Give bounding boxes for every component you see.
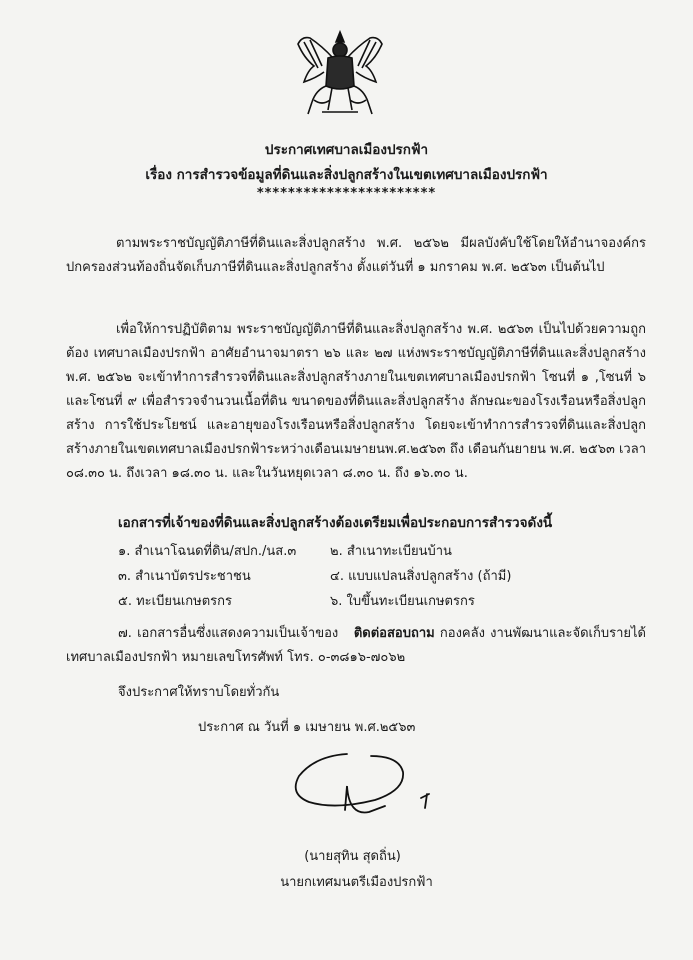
- paragraph-law-effective: [66, 232, 646, 280]
- document-item: ๑. สำเนาโฉนดที่ดิน/สปก./นส.๓: [118, 544, 297, 559]
- document-item: ๓. สำเนาบัตรประชาชน: [118, 569, 251, 584]
- separator-stars: ***********************: [256, 186, 437, 201]
- signature-mark: [285, 750, 455, 830]
- documents-heading: เอกสารที่เจ้าของที่ดินและสิ่งปลูกสร้างต้องเตรียมเพื่อประกอบการสำรวจดังนี้: [118, 515, 553, 531]
- paragraph-1-text: ตามพระราชบัญญัติภาษีที่ดินและสิ่งปลูกสร้าง พ.ศ. ๒๕๖๒ มีผลบังคับใช้โดยให้อำนาจองค์กรปกครองส่วนท้องถิ่นจัดเก็บภาษีที่ดินและสิ่งปลูกสร้าง ตั้งแต่วันที่ ๑ มกราคม พ.ศ. ๒๕๖๓ เป็นต้นไป: [66, 236, 646, 275]
- document-item: ๔. แบบแปลนสิ่งปลูกสร้าง (ถ้ามี): [330, 569, 512, 584]
- announcement-date: ประกาศ ณ วันที่ ๑ เมษายน พ.ศ.๒๕๖๓: [198, 720, 416, 735]
- documents-list: [118, 540, 538, 616]
- paragraph-survey-details: [66, 318, 646, 486]
- paragraph-contact: [66, 622, 646, 670]
- contact-label: ติดต่อสอบถาม: [353, 626, 435, 641]
- document-item: ๕. ทะเบียนเกษตรกร: [118, 594, 233, 609]
- document-item: ๖. ใบขึ้นทะเบียนเกษตรกร: [330, 594, 475, 609]
- paragraph-2-text: เพื่อให้การปฏิบัติตาม พระราชบัญญัติภาษีที่ดินและสิ่งปลูกสร้าง พ.ศ. ๒๕๖๓ เป็นไปด้วยความถูกต้อง เทศบาลเมืองปรกฟ้า อาศัยอำนาจมาตรา ๒๖ และ ๒๗ แห่งพระราชบัญญัติภาษีที่ดินและสิ่งปลูกสร้าง พ.ศ. ๒๕๖๒ จะเข้าทำการสำรวจที่ดินและสิ่งปลูกสร้างภายในเขตเทศบาลเมืองปรกฟ้า โซนที่ ๑ ,โซนที่ ๖ และโซนที่ ๙ เพื่อสำรวจจำนวนเนื้อที่ดิน ขนาดของที่ดินและสิ่งปลูกสร้าง ลักษณะของโรงเรือนหรือสิ่งปลูกสร้าง การใช้ประโยชน์ และอายุของโรงเรือนหรือสิ่งปลูกสร้าง โดยจะเข้าทำการสำรวจที่ดินและสิ่งปลูกสร้างภายในเขตเทศบาลเมืองปรกฟ้าระหว่างเดือนเมษายนพ.ศ.๒๕๖๓ ถึง เดือนกันยายน พ.ศ. ๒๕๖๓ เวลา ๐๘.๓๐ น. ถึงเวลา ๑๘.๓๐ น. และในวันหยุดเวลา ๘.๓๐ น. ถึง ๑๖.๓๐ น.: [66, 322, 646, 481]
- document-item: ๒. สำเนาทะเบียนบ้าน: [330, 544, 452, 559]
- signer-name: (นายสุทิน สุดถิ่น): [304, 849, 401, 864]
- document-item-7: ๗. เอกสารอื่นซึ่งแสดงความเป็นเจ้าของ: [118, 626, 339, 641]
- garuda-emblem-icon: [292, 28, 388, 120]
- contact-text: กองคลัง งานพัฒนาและจัดเก็บรายได้ เทศบาลเมืองปรกฟ้า หมายเลขโทรศัพท์ โทร. ๐-๓๘๑๖-๗๐๖๒: [66, 626, 646, 665]
- announcement-subject: เรื่อง การสำรวจข้อมูลที่ดินและสิ่งปลูกสร้างในเขตเทศบาลเมืองปรกฟ้า: [145, 167, 548, 183]
- signer-position: นายกเทศมนตรีเมืองปรกฟ้า: [280, 875, 433, 890]
- closing-statement: จึงประกาศให้ทราบโดยทั่วกัน: [118, 685, 280, 700]
- announcement-title: ประกาศเทศบาลเมืองปรกฟ้า: [264, 142, 429, 158]
